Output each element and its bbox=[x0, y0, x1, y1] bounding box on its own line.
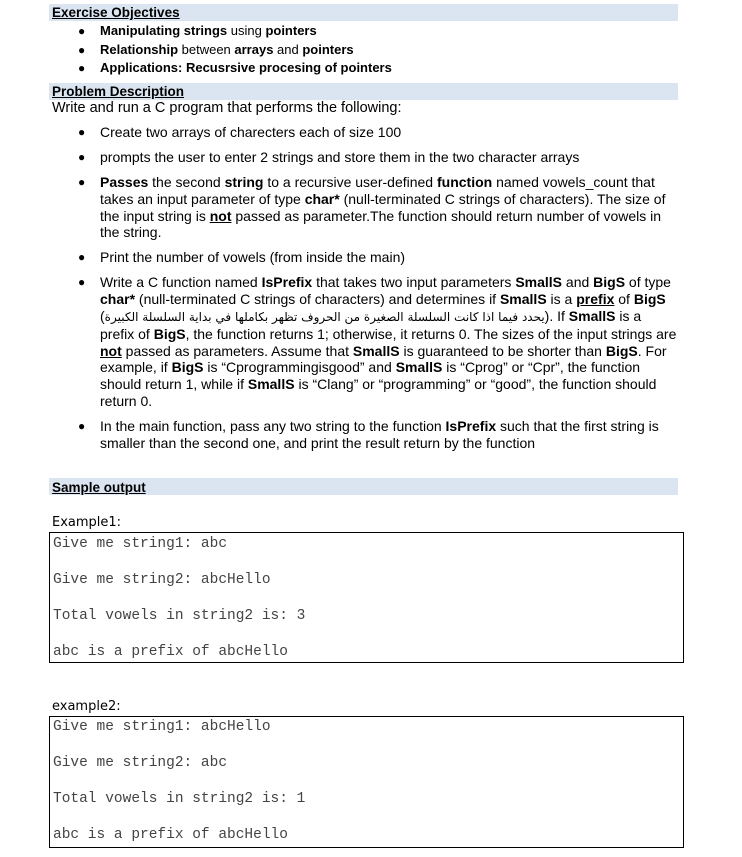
output-line: abc is a prefix of abcHello bbox=[53, 827, 288, 843]
output-line: Give me string1: abcHello bbox=[53, 719, 271, 735]
objective-item: ● Applications: Recusrsive procesing of pointers bbox=[78, 60, 392, 75]
problem-intro: Write and run a C program that performs the following: bbox=[52, 100, 402, 116]
problem-heading: Problem Description bbox=[52, 84, 185, 99]
objective-item: ● Manipulating strings using pointers bbox=[78, 23, 317, 38]
bullet-icon: ● bbox=[78, 125, 86, 139]
sample-heading: Sample output bbox=[52, 480, 146, 495]
bullet-icon: ● bbox=[78, 24, 86, 38]
problem-item: ● In the main function, pass any two string to the function IsPrefix such that the first string is smaller than the second one, and print the result return by the function bbox=[78, 417, 659, 451]
problem-item: ● Create two arrays of charecters each of size 100 bbox=[78, 124, 402, 140]
objectives-heading: Exercise Objectives bbox=[52, 5, 180, 20]
bullet-icon: ● bbox=[78, 61, 86, 75]
output-line: Total vowels in string2 is: 3 bbox=[53, 608, 306, 624]
output-line: Give me string2: abc bbox=[53, 755, 228, 771]
example2-label: example2: bbox=[52, 699, 121, 714]
bullet-icon: ● bbox=[78, 275, 86, 290]
problem-item: ● Passes the second string to a recursive user-defined function named vowels_count that takes an input parameter of type char* (null-terminated C strings of characters). The size of the input string is not passed as parameter.The function should return number of vowels in the string. bbox=[78, 173, 666, 241]
output-line: Give me string1: abc bbox=[53, 536, 228, 552]
bullet-icon: ● bbox=[78, 42, 86, 57]
problem-item: ● prompts the user to enter 2 strings and store them in the two character arrays bbox=[78, 148, 580, 165]
example1-label: Example1: bbox=[52, 515, 122, 530]
output-line: abc is a prefix of abcHello bbox=[53, 644, 288, 660]
bullet-icon: ● bbox=[78, 250, 86, 265]
problem-list bbox=[78, 124, 678, 460]
output-line: Give me string2: abcHello bbox=[53, 572, 271, 588]
bullet-icon: ● bbox=[78, 174, 86, 189]
example2-output-box bbox=[49, 716, 684, 848]
output-line: Total vowels in string2 is: 1 bbox=[53, 791, 306, 807]
problem-item: ● Print the number of vowels (from inside the main) bbox=[78, 249, 406, 266]
objectives-list bbox=[78, 22, 392, 78]
bullet-icon: ● bbox=[78, 149, 86, 164]
problem-item: ● Write a C function named IsPrefix that takes two input parameters SmallS and BigS of type char* (null-terminated C strings of characters) and determines if SmallS is a prefix of BigS (يحدد فيما اذا كانت السلسلة الصغيرة من الحروف تظهر بكاملها في بداية السلسلة الكبيرة). If SmallS is a prefix of BigS, the function returns 1; otherwise, it returns 0. The sizes of the input strings are not passed as parameters. Assume that SmallS is guaranteed to be shorter than BigS. For example, if BigS is “Cprogrammingisgood” and SmallS is “Cprog” or “Cpr”, the function should return 1, while if SmallS is “Clang” or “programming” or “good”, the function should return 0. bbox=[78, 274, 677, 409]
bullet-icon: ● bbox=[78, 418, 86, 433]
objective-item: ● Relationship between arrays and pointers bbox=[78, 41, 354, 57]
arabic-note: يحدد فيما اذا كانت السلسلة الصغيرة من الحروف تظهر بكاملها في بداية السلسلة الكبيرة bbox=[104, 309, 545, 324]
example1-output-box bbox=[49, 532, 684, 663]
